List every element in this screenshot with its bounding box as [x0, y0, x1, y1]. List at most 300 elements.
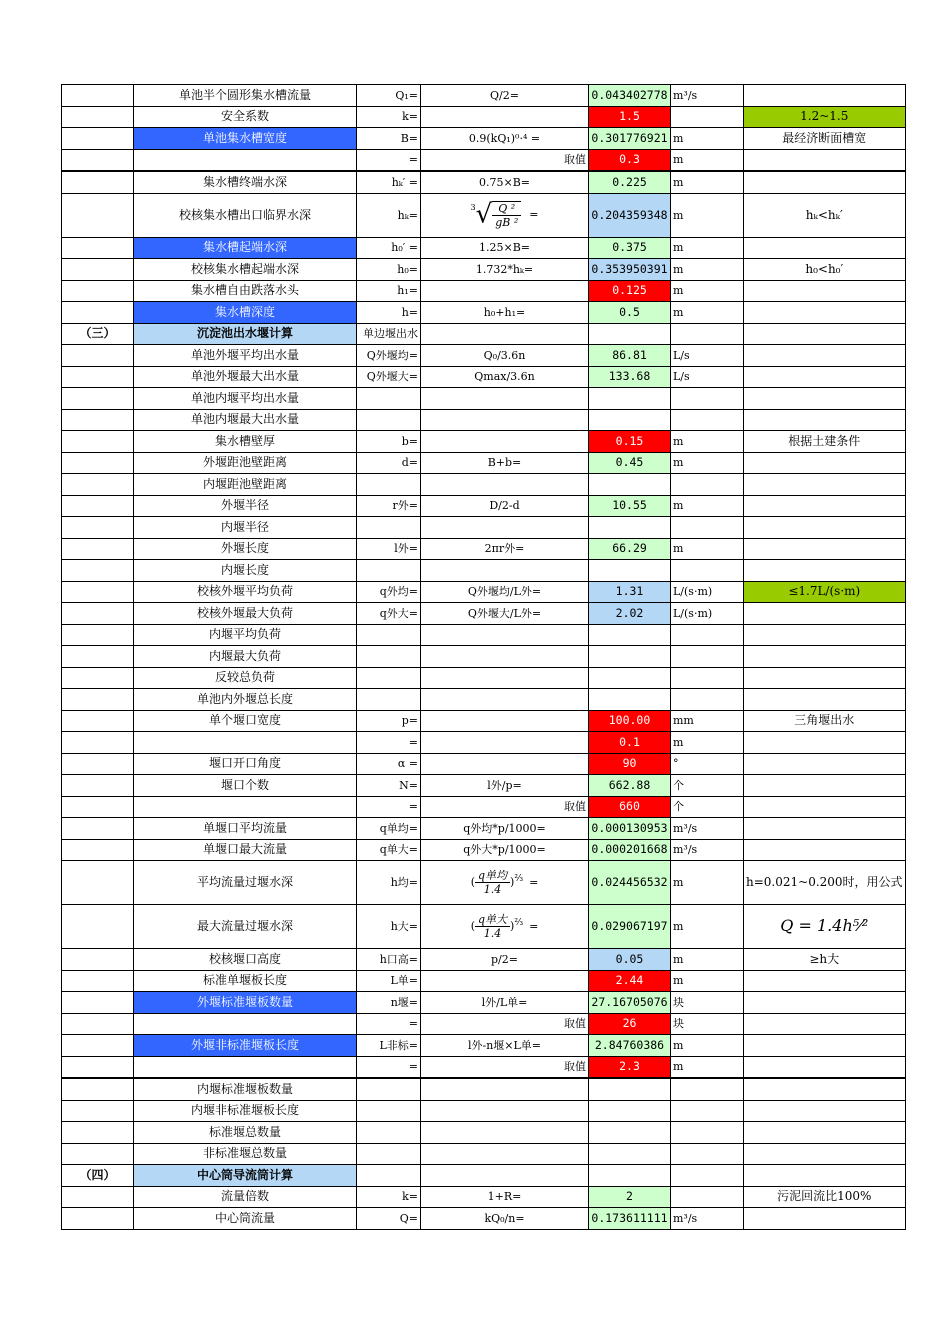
cell-item-name: 堰口开口角度	[134, 753, 357, 775]
table-row	[62, 237, 906, 259]
cell-unit: L/(s·m)	[671, 603, 744, 625]
cell-value: 0.5	[589, 302, 671, 324]
cell-unit	[671, 474, 744, 496]
cell-formula	[421, 193, 589, 237]
cell-section-number	[62, 796, 134, 818]
cell-formula: B+b=	[421, 452, 589, 474]
fraction-denominator: 1.4	[483, 883, 502, 896]
table-row	[62, 345, 906, 367]
cell-note	[744, 302, 906, 324]
cell-section-number	[62, 710, 134, 732]
cell-value: 0.000201668	[589, 839, 671, 861]
table-row	[62, 1078, 906, 1100]
cell-formula	[421, 1143, 589, 1165]
cell-formula	[421, 732, 589, 754]
cell-value: 90	[589, 753, 671, 775]
table-row	[62, 193, 906, 237]
cell-symbol: hₖ=	[357, 193, 421, 237]
cell-item-name	[134, 796, 357, 818]
cell-formula	[421, 753, 589, 775]
cell-note	[744, 970, 906, 992]
cell-item-name: 平均流量过堰水深	[134, 861, 357, 905]
fraction	[475, 913, 510, 940]
cell-unit: m	[671, 149, 744, 171]
cell-section-number	[62, 603, 134, 625]
cell-section-number	[62, 646, 134, 668]
cell-value	[589, 388, 671, 410]
cell-section-number	[62, 905, 134, 949]
cell-unit: m	[671, 1035, 744, 1057]
cell-formula	[421, 431, 589, 453]
cell-formula: 1.732*hₖ=	[421, 259, 589, 281]
cell-unit	[671, 667, 744, 689]
cell-formula: Q₀/3.6n	[421, 345, 589, 367]
cell-symbol: q外均=	[357, 581, 421, 603]
table-row	[62, 818, 906, 840]
cell-section-number	[62, 1013, 134, 1035]
cell-value	[589, 517, 671, 539]
cell-note	[744, 1100, 906, 1122]
table-row	[62, 1143, 906, 1165]
cell-unit: m³/s	[671, 818, 744, 840]
cell-note	[744, 818, 906, 840]
cell-note	[744, 366, 906, 388]
cell-unit: mm	[671, 710, 744, 732]
cell-section-number	[62, 560, 134, 582]
cell-note	[744, 538, 906, 560]
table-row	[62, 128, 906, 150]
fraction-numerator: q单大	[475, 913, 510, 927]
cell-value: 1.5	[589, 106, 671, 128]
cell-item-name: 单堰口最大流量	[134, 839, 357, 861]
cell-formula	[421, 388, 589, 410]
cell-symbol: h大=	[357, 905, 421, 949]
table-row	[62, 1013, 906, 1035]
exponent: ⅔	[514, 917, 524, 928]
cell-item-name: 中心筒导流筒计算	[134, 1165, 357, 1187]
table-row	[62, 149, 906, 171]
cell-symbol: d=	[357, 452, 421, 474]
cell-note	[744, 1056, 906, 1078]
table-row	[62, 409, 906, 431]
cell-symbol: h均=	[357, 861, 421, 905]
table-row	[62, 667, 906, 689]
cell-value	[589, 624, 671, 646]
cell-value	[589, 1143, 671, 1165]
cell-symbol: =	[357, 796, 421, 818]
cell-section-number	[62, 775, 134, 797]
cell-item-name: 校核堰口高度	[134, 949, 357, 971]
cell-formula: l外/p=	[421, 775, 589, 797]
cell-symbol	[357, 388, 421, 410]
cell-section-number	[62, 753, 134, 775]
cell-section-number	[62, 517, 134, 539]
radical-sign: √	[475, 199, 493, 230]
table-row	[62, 1035, 906, 1057]
cell-unit: m	[671, 128, 744, 150]
cell-formula: 取值	[421, 796, 589, 818]
cell-value	[589, 323, 671, 345]
cell-formula	[421, 474, 589, 496]
cell-note	[744, 1035, 906, 1057]
cell-item-name: 内堰半径	[134, 517, 357, 539]
cell-note	[744, 237, 906, 259]
cell-item-name: 内堰非标准堰板长度	[134, 1100, 357, 1122]
cell-value: 660	[589, 796, 671, 818]
cell-note	[744, 905, 906, 949]
cell-unit	[671, 1143, 744, 1165]
cell-symbol: α =	[357, 753, 421, 775]
cell-note: 1.2~1.5	[744, 106, 906, 128]
cell-value: 0.375	[589, 237, 671, 259]
cell-unit	[671, 1078, 744, 1100]
table-row	[62, 1165, 906, 1187]
cell-unit: m	[671, 193, 744, 237]
cell-symbol: hₖ′ =	[357, 171, 421, 193]
cell-symbol: p=	[357, 710, 421, 732]
cell-unit: 块	[671, 1013, 744, 1035]
cube-root-index: 3	[470, 203, 476, 212]
cell-item-name: 单池集水槽宽度	[134, 128, 357, 150]
table-row	[62, 839, 906, 861]
cell-symbol	[357, 667, 421, 689]
cell-note	[744, 775, 906, 797]
cell-symbol: q单大=	[357, 839, 421, 861]
cell-formula	[421, 280, 589, 302]
equals-sign: =	[529, 875, 539, 889]
cell-section-number	[62, 1208, 134, 1230]
table-row	[62, 992, 906, 1014]
cell-item-name: 单池内堰平均出水量	[134, 388, 357, 410]
cell-item-name	[134, 1013, 357, 1035]
cell-note: ≤1.7L/(s·m)	[744, 581, 906, 603]
cell-note: 污泥回流比100%	[744, 1186, 906, 1208]
table-row	[62, 366, 906, 388]
cell-value	[589, 560, 671, 582]
cell-value	[589, 474, 671, 496]
cell-formula: q外大*p/1000=	[421, 839, 589, 861]
cell-formula: Q/2=	[421, 85, 589, 107]
fraction	[475, 869, 510, 896]
cell-unit	[671, 560, 744, 582]
cell-formula	[421, 710, 589, 732]
cell-formula	[421, 409, 589, 431]
paren-left: (	[470, 875, 475, 889]
cell-section-number	[62, 495, 134, 517]
cell-formula: 取值	[421, 1013, 589, 1035]
cell-section-number	[62, 302, 134, 324]
cell-unit	[671, 689, 744, 711]
cell-item-name	[134, 732, 357, 754]
cell-item-name: 内堰标准堰板数量	[134, 1078, 357, 1100]
cell-note	[744, 1013, 906, 1035]
cell-note	[744, 474, 906, 496]
cell-unit: m	[671, 171, 744, 193]
table-row	[62, 732, 906, 754]
table-row	[62, 495, 906, 517]
cell-formula	[421, 106, 589, 128]
cell-unit: 块	[671, 992, 744, 1014]
cell-formula	[421, 689, 589, 711]
cell-note	[744, 732, 906, 754]
cell-item-name: 外堰距池壁距离	[134, 452, 357, 474]
fraction-numerator: Q ²	[492, 202, 521, 216]
cell-unit	[671, 624, 744, 646]
cell-note	[744, 689, 906, 711]
cell-note	[744, 452, 906, 474]
paren-right: )	[510, 875, 515, 889]
cell-formula	[421, 861, 589, 905]
cell-note	[744, 345, 906, 367]
cell-note	[744, 560, 906, 582]
fraction-denominator: gB ²	[495, 216, 519, 229]
cell-symbol: h口高=	[357, 949, 421, 971]
table-row	[62, 796, 906, 818]
cell-symbol: Q=	[357, 1208, 421, 1230]
table-row	[62, 474, 906, 496]
exponent: ⅔	[514, 873, 524, 884]
cell-formula	[421, 970, 589, 992]
cell-note: 根据土建条件	[744, 431, 906, 453]
formula-crit	[471, 201, 539, 229]
cell-symbol	[357, 474, 421, 496]
fraction	[492, 201, 521, 229]
cell-value: 0.173611111	[589, 1208, 671, 1230]
cell-item-name: 集水槽自由跌落水头	[134, 280, 357, 302]
cell-item-name: 非标准堰总数量	[134, 1143, 357, 1165]
cell-value	[589, 1122, 671, 1144]
cell-value: 0.204359348	[589, 193, 671, 237]
cell-symbol	[357, 409, 421, 431]
cell-section-number	[62, 193, 134, 237]
cell-unit: m	[671, 1056, 744, 1078]
cell-section-number	[62, 839, 134, 861]
cell-value	[589, 1078, 671, 1100]
cell-item-name: 外堰非标准堰板长度	[134, 1035, 357, 1057]
cell-note	[744, 667, 906, 689]
cell-symbol: =	[357, 732, 421, 754]
cell-symbol: q外大=	[357, 603, 421, 625]
cell-formula: 1.25×B=	[421, 237, 589, 259]
fraction-denominator: 1.4	[483, 927, 502, 940]
cell-symbol	[357, 1122, 421, 1144]
cell-value: 2.84760386	[589, 1035, 671, 1057]
formula-hmax	[471, 913, 539, 940]
cell-symbol: k=	[357, 1186, 421, 1208]
cell-formula: 取值	[421, 1056, 589, 1078]
table-row	[62, 753, 906, 775]
cell-value	[589, 646, 671, 668]
cell-section-number	[62, 1122, 134, 1144]
cell-item-name: 内堰距池壁距离	[134, 474, 357, 496]
table-row	[62, 560, 906, 582]
cell-note	[744, 171, 906, 193]
table-row	[62, 775, 906, 797]
cell-symbol: =	[357, 1056, 421, 1078]
cell-formula: h₀+h₁=	[421, 302, 589, 324]
table-row	[62, 1056, 906, 1078]
cell-section-number	[62, 388, 134, 410]
table-row	[62, 431, 906, 453]
cell-formula: 2πr外=	[421, 538, 589, 560]
cell-item-name: 校核集水槽起端水深	[134, 259, 357, 281]
cell-item-name: 单池内外堰总长度	[134, 689, 357, 711]
cell-unit: 个	[671, 775, 744, 797]
cell-symbol: 单边堰出水	[357, 323, 421, 345]
cell-item-name: 校核外堰最大负荷	[134, 603, 357, 625]
table-row	[62, 1122, 906, 1144]
cell-item-name: 单个堰口宽度	[134, 710, 357, 732]
table-row	[62, 970, 906, 992]
cell-unit	[671, 106, 744, 128]
cell-item-name: 堰口个数	[134, 775, 357, 797]
sheet-body	[62, 85, 906, 1230]
cell-item-name: 单池半个圆形集水槽流量	[134, 85, 357, 107]
cell-section-number	[62, 1056, 134, 1078]
equals-sign: =	[529, 919, 539, 933]
cell-value: 0.225	[589, 171, 671, 193]
table-row	[62, 905, 906, 949]
cell-formula: 1+R=	[421, 1186, 589, 1208]
table-row	[62, 517, 906, 539]
cell-value: 2	[589, 1186, 671, 1208]
cell-unit: m³/s	[671, 839, 744, 861]
cell-formula	[421, 323, 589, 345]
cell-value: 0.024456532	[589, 861, 671, 905]
cell-section-number	[62, 128, 134, 150]
cell-unit: L/s	[671, 345, 744, 367]
cell-item-name: 内堰平均负荷	[134, 624, 357, 646]
cell-item-name: 集水槽壁厚	[134, 431, 357, 453]
cell-item-name: 沉淀池出水堰计算	[134, 323, 357, 345]
calculation-sheet	[61, 84, 906, 1230]
cell-value: 2.44	[589, 970, 671, 992]
cell-section-number	[62, 237, 134, 259]
cell-section-number	[62, 538, 134, 560]
cell-unit: 个	[671, 796, 744, 818]
cell-symbol: n堰=	[357, 992, 421, 1014]
cell-section-number	[62, 624, 134, 646]
cell-value: 100.00	[589, 710, 671, 732]
cell-formula	[421, 1122, 589, 1144]
cell-note	[744, 280, 906, 302]
equals-sign: =	[529, 208, 539, 221]
cell-unit: L/(s·m)	[671, 581, 744, 603]
table-row	[62, 538, 906, 560]
cell-value: 662.88	[589, 775, 671, 797]
cell-symbol: L非标=	[357, 1035, 421, 1057]
cell-unit	[671, 1165, 744, 1187]
cell-note: hₖ<hₖ′	[744, 193, 906, 237]
cell-value: 0.000130953	[589, 818, 671, 840]
cell-symbol: r外=	[357, 495, 421, 517]
cell-unit	[671, 517, 744, 539]
cell-item-name: 内堰最大负荷	[134, 646, 357, 668]
cell-item-name: 单池外堰平均出水量	[134, 345, 357, 367]
table-row	[62, 280, 906, 302]
cell-section-number	[62, 1186, 134, 1208]
cell-formula: l外-n堰×L单=	[421, 1035, 589, 1057]
cell-formula: 0.9(kQ₁)⁰·⁴ =	[421, 128, 589, 150]
cell-note	[744, 149, 906, 171]
cell-unit: m	[671, 970, 744, 992]
cell-value: 0.3	[589, 149, 671, 171]
cell-value	[589, 689, 671, 711]
cell-note	[744, 753, 906, 775]
cell-section-number	[62, 861, 134, 905]
cell-note: ≥h大	[744, 949, 906, 971]
cell-item-name: 外堰长度	[134, 538, 357, 560]
cell-item-name: 标准单堰板长度	[134, 970, 357, 992]
table-row	[62, 106, 906, 128]
cell-unit: m	[671, 431, 744, 453]
cell-formula	[421, 1165, 589, 1187]
cell-value	[589, 409, 671, 431]
cell-formula	[421, 667, 589, 689]
cell-formula	[421, 517, 589, 539]
cell-section-number: （四）	[62, 1165, 134, 1187]
table-row	[62, 1100, 906, 1122]
cell-value: 0.301776921	[589, 128, 671, 150]
paren-right: )	[510, 919, 515, 933]
cell-symbol	[357, 517, 421, 539]
cell-section-number	[62, 366, 134, 388]
cell-value: 66.29	[589, 538, 671, 560]
table-row	[62, 581, 906, 603]
cell-unit: m	[671, 905, 744, 949]
formula-havg	[471, 869, 539, 896]
cell-note	[744, 992, 906, 1014]
cell-value: 0.353950391	[589, 259, 671, 281]
cell-unit: °	[671, 753, 744, 775]
cell-value: 0.029067197	[589, 905, 671, 949]
cell-symbol: k=	[357, 106, 421, 128]
cell-note	[744, 1143, 906, 1165]
cell-item-name: 外堰半径	[134, 495, 357, 517]
cell-symbol	[357, 646, 421, 668]
cell-formula: Q外堰均/L外=	[421, 581, 589, 603]
cell-symbol: B=	[357, 128, 421, 150]
cell-note	[744, 409, 906, 431]
cell-item-name: 单池外堰最大出水量	[134, 366, 357, 388]
cell-note	[744, 85, 906, 107]
cell-item-name: 流量倍数	[134, 1186, 357, 1208]
cell-formula: q外均*p/1000=	[421, 818, 589, 840]
cell-symbol: L单=	[357, 970, 421, 992]
table-row	[62, 302, 906, 324]
cell-section-number	[62, 409, 134, 431]
cell-formula: 0.75×B=	[421, 171, 589, 193]
cell-section-number	[62, 280, 134, 302]
cell-formula	[421, 1100, 589, 1122]
cell-formula	[421, 560, 589, 582]
cell-formula: Q外堰大/L外=	[421, 603, 589, 625]
cell-formula: D/2-d	[421, 495, 589, 517]
cell-unit	[671, 646, 744, 668]
cell-symbol	[357, 689, 421, 711]
cell-formula: 取值	[421, 149, 589, 171]
cell-unit	[671, 323, 744, 345]
cell-unit: m	[671, 259, 744, 281]
table-row	[62, 1208, 906, 1230]
cell-note	[744, 1208, 906, 1230]
cell-value: 26	[589, 1013, 671, 1035]
cell-value	[589, 1165, 671, 1187]
table-row	[62, 603, 906, 625]
cell-value: 2.02	[589, 603, 671, 625]
cell-item-name	[134, 1056, 357, 1078]
cell-symbol: b=	[357, 431, 421, 453]
